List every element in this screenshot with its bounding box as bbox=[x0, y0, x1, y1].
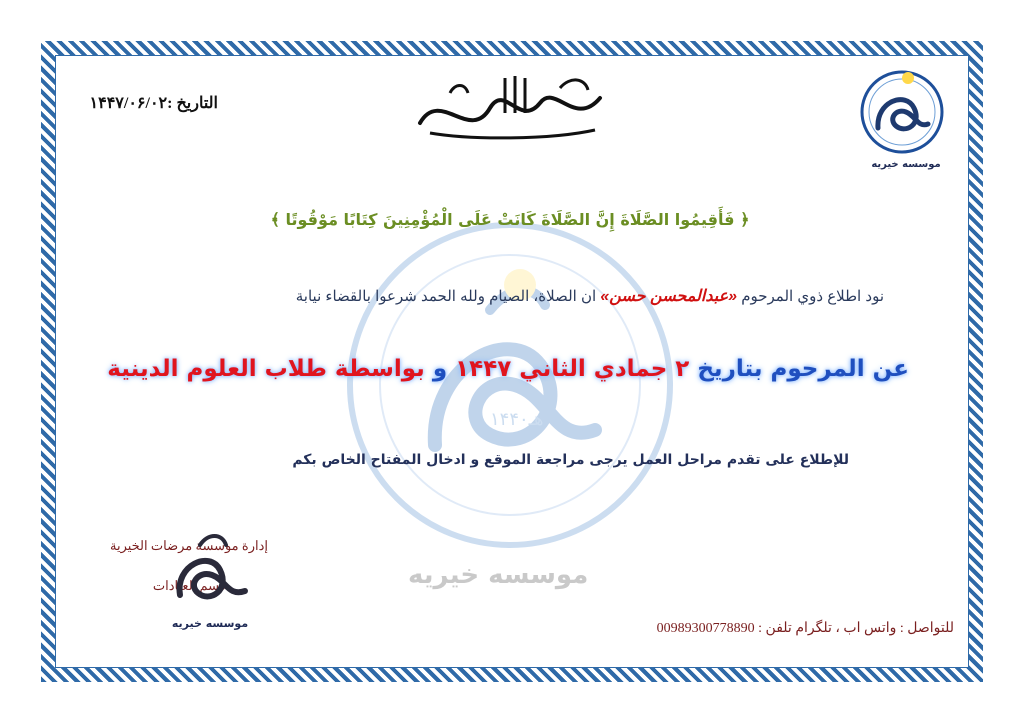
logo-caption: موسسه خيريه bbox=[871, 159, 941, 170]
deceased-name: «عبدالمحسن حسن» bbox=[600, 288, 738, 305]
watermark-logo bbox=[340, 215, 680, 555]
line2-part4: بواسطة طلاب العلوم الدينية bbox=[107, 356, 425, 382]
notice-line-3: للإطلاع على تقدم مراحل العمل يرجى مراجعة الموقع و ادخال المفتاح الخاص بكم bbox=[292, 452, 849, 468]
line2-part1: عن المرحوم بتاريخ bbox=[697, 356, 909, 382]
signature-admin: إدارة موسسة مرضات الخيرية bbox=[109, 538, 268, 553]
notice-line-1 bbox=[296, 286, 884, 306]
line2-conj: و bbox=[432, 356, 448, 382]
watermark-year: ۱۴۴۰هـ bbox=[490, 409, 544, 430]
watermark-caption: موسسه خيريه bbox=[408, 560, 589, 590]
document-date: التاريخ :۱۴۴۷/۰۶/۰۲ bbox=[89, 95, 218, 112]
basmala-calligraphy bbox=[410, 68, 610, 148]
notice-outro: ان الصلاة، الصيام ولله الحمد شرعوا بالقضاء نيابة bbox=[295, 288, 597, 305]
notice-intro: نود اطلاع ذوي المرحوم bbox=[741, 288, 884, 305]
notice-line-2 bbox=[107, 356, 909, 382]
quran-verse: ﴿ فَأَقِيمُوا الصَّلَاةَ إِنَّ الصَّلَاةَ كَانَتْ عَلَى الْمُؤْمِنِينَ كِتَابًا مَوْقُوتًا ﴾ bbox=[270, 210, 750, 229]
signature-logo-caption: موسسه خيريه bbox=[171, 617, 249, 630]
line2-date: ۲ جمادي الثاني ۱۴۴۷ bbox=[455, 356, 690, 382]
signature-logo bbox=[160, 525, 260, 635]
contact-info: للتواصل : واتس اب ، تلگرام تلفن : 00989300778890 bbox=[656, 621, 954, 636]
signature-department: قسم العبادات bbox=[152, 578, 226, 593]
